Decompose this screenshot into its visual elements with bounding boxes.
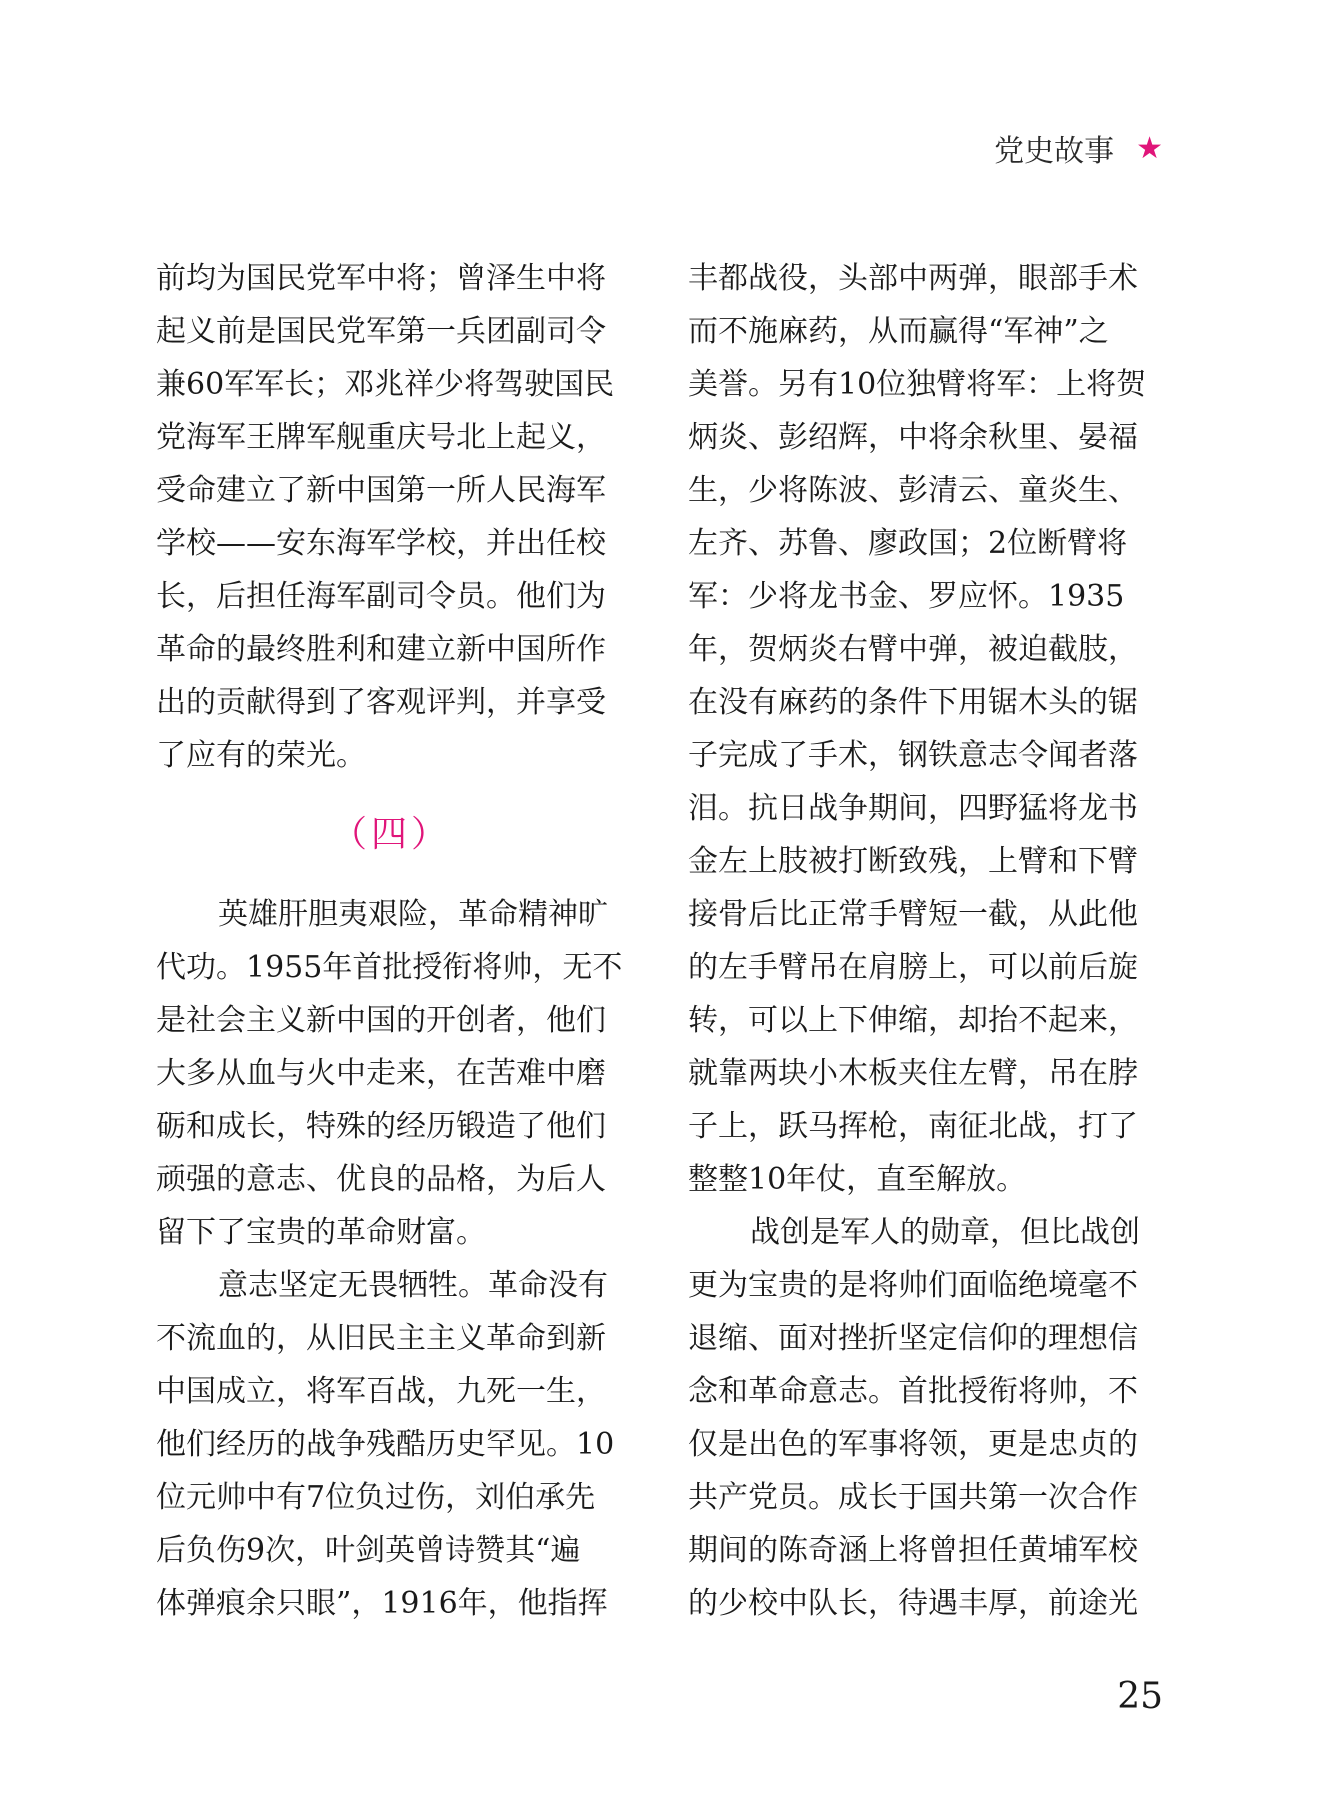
text-line: 仅是出色的军事将领，更是忠贞的	[688, 1427, 1138, 1462]
text-line: 意志坚定无畏牺牲。革命没有	[218, 1268, 608, 1303]
paragraph-continued	[688, 252, 1158, 1206]
text-line: 整整10年仗，直至解放。	[688, 1162, 1027, 1197]
text-line: 学校——安东海军学校，并出任校	[156, 526, 606, 561]
text-line: 受命建立了新中国第一所人民海军	[156, 473, 606, 508]
text-line: 了应有的荣光。	[156, 738, 366, 773]
text-line: 丰都战役，头部中两弹，眼部手术	[688, 261, 1138, 296]
text-line: 接骨后比正常手臂短一截，从此他	[688, 897, 1138, 932]
text-line: 更为宝贵的是将帅们面临绝境毫不	[688, 1268, 1138, 1303]
text-line: 留下了宝贵的革命财富。	[156, 1215, 486, 1250]
text-line: 代功。1955年首批授衔将帅，无不	[156, 950, 623, 985]
text-line: 转，可以上下伸缩，却抬不起来，	[688, 1003, 1138, 1038]
text-line: 后负伤9次，叶剑英曾诗赞其“遍	[156, 1533, 581, 1568]
paragraph-continued	[156, 252, 626, 782]
text-line: 炳炎、彭绍辉，中将余秋里、晏福	[688, 420, 1138, 455]
right-column	[688, 252, 1158, 1630]
text-line: 生，少将陈波、彭清云、童炎生、	[688, 473, 1138, 508]
text-line: 起义前是国民党军第一兵团副司令	[156, 314, 606, 349]
text-line: 子完成了手术，钢铁意志令闻者落	[688, 738, 1138, 773]
text-line: 共产党员。成长于国共第一次合作	[688, 1480, 1138, 1515]
star-icon: ★	[1136, 130, 1163, 166]
text-line: 位元帅中有7位负过伤，刘伯承先	[156, 1480, 596, 1515]
text-line: 期间的陈奇涵上将曾担任黄埔军校	[688, 1533, 1138, 1568]
text-line: 金左上肢被打断致残，上臂和下臂	[688, 844, 1138, 879]
section-heading: （四）	[330, 814, 451, 855]
paragraph	[156, 1259, 626, 1630]
paragraph	[688, 1206, 1158, 1630]
text-line: 中国成立，将军百战，九死一生，	[156, 1374, 606, 1409]
text-line: 的少校中队长，待遇丰厚，前途光	[688, 1586, 1138, 1621]
text-line: 就靠两块小木板夹住左臂，吊在脖	[688, 1056, 1138, 1091]
text-line: 兼60军军长；邓兆祥少将驾驶国民	[156, 367, 615, 402]
text-line: 不流血的，从旧民主主义革命到新	[156, 1321, 606, 1356]
text-line: 军：少将龙书金、罗应怀。1935	[688, 579, 1125, 614]
text-line: 泪。抗日战争期间，四野猛将龙书	[688, 791, 1138, 826]
text-line: 革命的最终胜利和建立新中国所作	[156, 632, 606, 667]
text-line: 而不施麻药，从而赢得“军神”之	[688, 314, 1109, 349]
text-line: 念和革命意志。首批授衔将帅，不	[688, 1374, 1138, 1409]
text-line: 的左手臂吊在肩膀上，可以前后旋	[688, 950, 1138, 985]
left-column	[156, 252, 626, 1630]
text-line: 子上，跃马挥枪，南征北战，打了	[688, 1109, 1138, 1144]
text-line: 美誉。另有10位独臂将军：上将贺	[688, 367, 1147, 402]
text-line: 体弹痕余只眼”，1916年，他指挥	[156, 1586, 608, 1621]
text-line: 出的贡献得到了客观评判，并享受	[156, 685, 606, 720]
text-line: 在没有麻药的条件下用锯木头的锯	[688, 685, 1138, 720]
text-line: 是社会主义新中国的开创者，他们	[156, 1003, 606, 1038]
text-line: 党海军王牌军舰重庆号北上起义，	[156, 420, 606, 455]
text-line: 大多从血与火中走来，在苦难中磨	[156, 1056, 606, 1091]
header-title: 党史故事	[994, 134, 1115, 169]
text-line: 前均为国民党军中将；曾泽生中将	[156, 261, 606, 296]
text-line: 英雄肝胆夷艰险，革命精神旷	[218, 897, 608, 932]
text-line: 他们经历的战争残酷历史罕见。10	[156, 1427, 615, 1462]
text-line: 战创是军人的勋章，但比战创	[750, 1215, 1140, 1250]
text-line: 顽强的意志、优良的品格，为后人	[156, 1162, 606, 1197]
paragraph	[156, 888, 626, 1259]
text-line: 退缩、面对挫折坚定信仰的理想信	[688, 1321, 1138, 1356]
text-line: 长，后担任海军副司令员。他们为	[156, 579, 606, 614]
text-line: 砺和成长，特殊的经历锻造了他们	[156, 1109, 606, 1144]
text-line: 年，贺炳炎右臂中弹，被迫截肢，	[688, 632, 1138, 667]
page-number: 25	[1117, 1676, 1163, 1717]
text-line: 左齐、苏鲁、廖政国；2位断臂将	[688, 526, 1128, 561]
running-header	[994, 126, 1163, 170]
